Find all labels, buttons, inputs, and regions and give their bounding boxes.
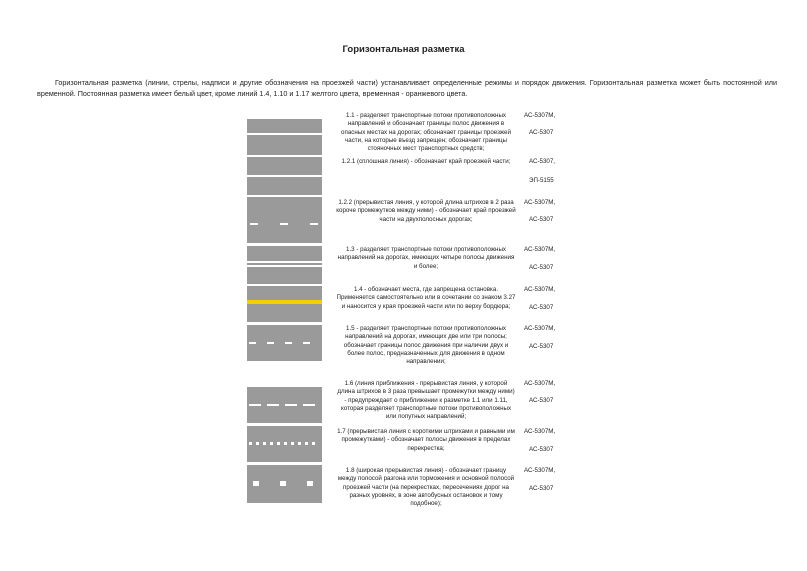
dash xyxy=(312,442,315,445)
dash xyxy=(263,442,266,445)
marking-1-4-code-1: АС-5307М, xyxy=(524,286,556,293)
dash xyxy=(310,223,318,225)
dash xyxy=(256,442,259,445)
marking-1-2-1-code-2: ЭП-5155 xyxy=(529,177,554,184)
marking-1-1-swatch xyxy=(247,119,322,215)
marking-1-2-1-description: 1.2.1 (сплошная линия) - обозначает край проезжей части; xyxy=(341,158,511,165)
marking-1-8-description: 1.8 (широкая прерывистая линия) - обозначает границу между полосой разгона или торможения и основной полосой проезжей части (на перекрестках, пересечениях дорог на разных уровнях, в зоне автобусных остановок и тому подобное); xyxy=(337,467,515,508)
marking-1-7-code-2: АС-5307 xyxy=(529,446,554,453)
marking-1-5-code-1: АС-5307М, xyxy=(524,325,556,332)
marking-1-3-code-2: АС-5307 xyxy=(529,264,554,271)
marking-1-2-1-code-1: АС-5307, xyxy=(529,158,556,165)
marking-1-4-swatch xyxy=(247,286,322,322)
marking-1-8-code-2: АС-5307 xyxy=(529,485,554,492)
marking-1-7-code-1: АС-5307М, xyxy=(524,428,556,435)
marking-1-2-2-code-1: АС-5307М, xyxy=(524,199,556,206)
marking-1-2-2-description: 1.2.2 (прерывистая линия, у которой длина штрихов в 2 раза короче промежутков между ними) - обозначает край проезжей части на двухполосных дорогах; xyxy=(336,199,516,223)
marking-1-3-description: 1.3 - разделяет транспортные потоки противоположных направлений на дорогах, имеющих четыре полосы движения и более; xyxy=(337,246,515,270)
double-solid-line-bottom xyxy=(247,265,322,267)
marking-1-8-code-1: АС-5307М, xyxy=(524,467,556,474)
marking-1-6-swatch xyxy=(247,387,322,423)
dash xyxy=(298,442,301,445)
dash xyxy=(267,404,279,406)
dash xyxy=(303,404,315,406)
dash xyxy=(270,442,273,445)
marking-1-4-description: 1.4 - обозначает места, где запрещена остановка. Применяется самостоятельно или в сочетании со знаком 3.27 и наносится у края проезжей части или по верху бордюра; xyxy=(336,286,516,310)
dash xyxy=(305,442,308,445)
marking-1-6-code-1: АС-5307М, xyxy=(524,380,556,387)
solid-line xyxy=(247,155,322,157)
yellow-solid-line xyxy=(247,300,322,304)
marking-1-8-swatch xyxy=(247,465,322,503)
dash xyxy=(285,404,297,406)
solid-line xyxy=(247,133,322,135)
marking-1-3-swatch xyxy=(247,246,322,284)
double-solid-line-top xyxy=(247,261,322,263)
marking-1-6-code-2: АС-5307 xyxy=(529,397,554,404)
marking-1-7-description: 1.7 (прерывистая линия с короткими штрихами и равными им промежутками) - обозначает полосы движения в пределах перекрестка; xyxy=(337,428,515,452)
marking-1-6-description: 1.6 (линия приближения - прерывистая линия, у которой длина штрихов в 3 раза превышает промежутки между ними) - предупреждает о приближении к разметке 1.1 или 1.11, которая разделяет транспортные потоки противоположных или попутных направлений; xyxy=(337,380,515,421)
dash xyxy=(303,342,310,344)
dash xyxy=(284,442,287,445)
marking-1-4-code-2: АС-5307 xyxy=(529,304,554,311)
marking-1-5-swatch xyxy=(247,325,322,361)
solid-line xyxy=(247,195,322,197)
marking-1-2-2-swatch xyxy=(247,207,322,243)
wide-dash xyxy=(280,481,286,486)
marking-1-1-description: 1.1 - разделяет транспортные потоки противоположных направлений и обозначает границы полос движения в опасных местах на дорогах; обозначает границы проезжей части, на которые въезд запрещен; обозначает границы стояночных мест транспортных средств; xyxy=(341,112,511,153)
marking-1-3-code-1: АС-5307М, xyxy=(524,246,556,253)
page-title: Горизонтальная разметка xyxy=(342,44,465,55)
marking-1-1-code-2: АС-5307 xyxy=(529,129,554,136)
dash xyxy=(249,342,256,344)
dash xyxy=(280,223,288,225)
dash xyxy=(249,404,261,406)
marking-1-5-code-2: АС-5307 xyxy=(529,343,554,350)
dash xyxy=(277,442,280,445)
marking-1-7-swatch xyxy=(247,426,322,462)
dash xyxy=(249,442,252,445)
dash xyxy=(291,442,294,445)
intro-paragraph: Горизонтальная разметка (линии, стрелы, надписи и другие обозначения на проезжей части) устанавливает определенные режимы и порядок движения. Горизонтальная разметка может быть постоянной или временной. Постоянная разметка имеет белый цвет, кроме линий 1.4, 1.10 и 1.17 желтого цвета, временная - оранжевого цвета. xyxy=(37,78,777,98)
marking-1-1-code-1: АС-5307М, xyxy=(524,112,556,119)
solid-line xyxy=(247,175,322,177)
dash xyxy=(285,342,292,344)
dash xyxy=(267,342,274,344)
wide-dash xyxy=(253,481,259,486)
dash xyxy=(250,223,258,225)
marking-1-2-2-code-2: АС-5307 xyxy=(529,216,554,223)
wide-dash xyxy=(307,481,313,486)
marking-1-5-description: 1.5 - разделяет транспортные потоки противоположных направлений на дорогах, имеющих две или три полосы; обозначает границы полос движения при наличии двух и более полос, предназначенных для движения в одном направлении; xyxy=(343,325,509,366)
